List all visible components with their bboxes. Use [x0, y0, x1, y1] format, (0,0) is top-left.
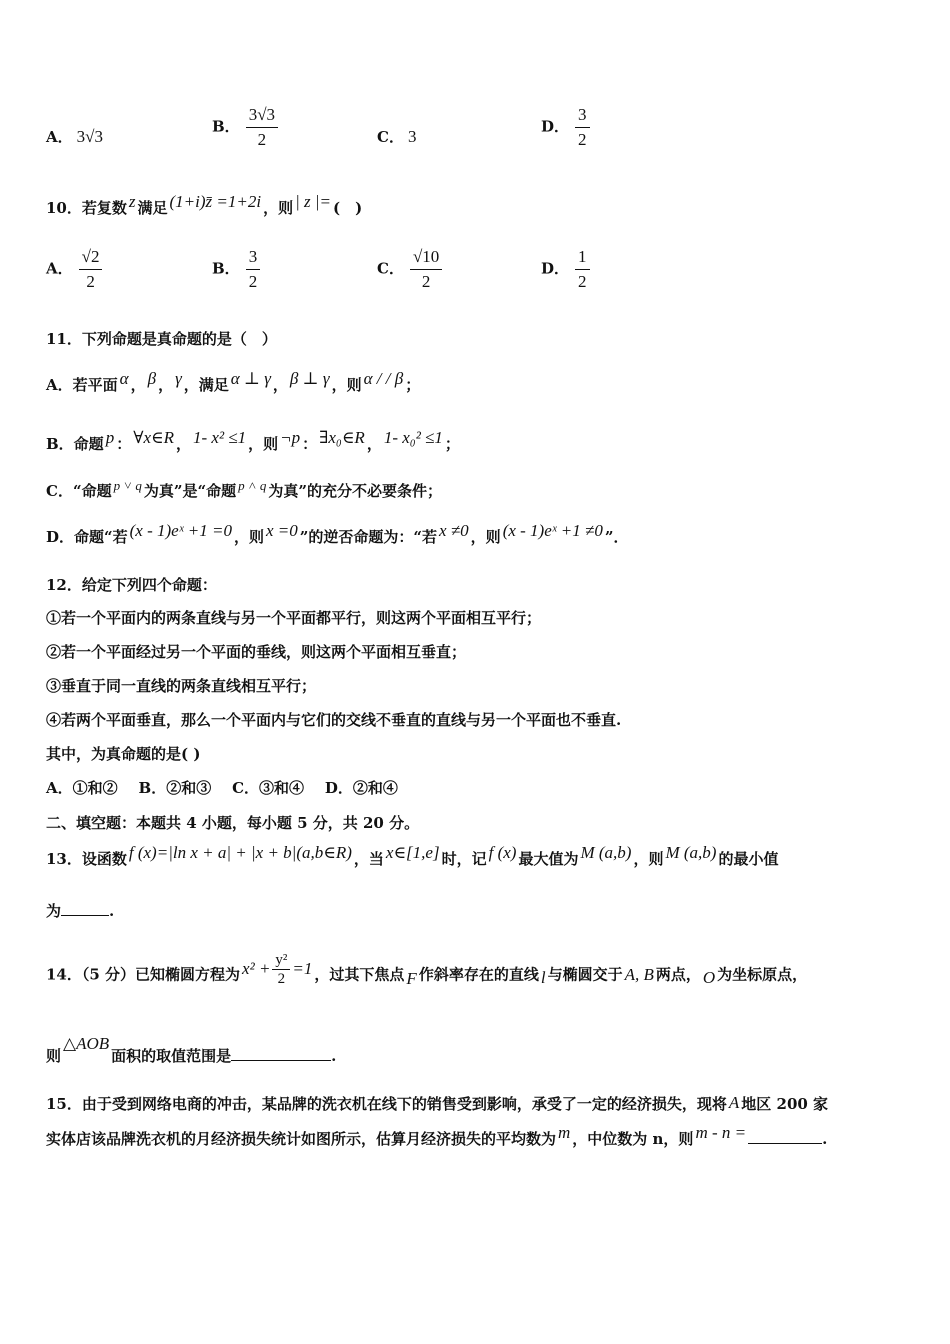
q14-t2: 作斜率存在的直线 [418, 965, 539, 984]
q13-t4: ，则 [633, 850, 664, 868]
q10-option-a-letter: A． [46, 259, 73, 278]
q10-option-c-letter: C． [377, 259, 404, 278]
q13-function: f (x)=|ln x + a| + |x + b|(a,b∈R) [128, 843, 352, 862]
q14-t3: 与椭圆交于 [547, 965, 623, 984]
q13-end: . [109, 902, 115, 920]
q14-AB: A, B [624, 964, 654, 984]
q11c-m2: p ˄ q [238, 478, 267, 493]
q13-line-2 [46, 900, 114, 922]
q13-t1: ，当 [353, 850, 384, 868]
q11a-t4: ， [272, 376, 288, 394]
q11b-m1: p [105, 428, 115, 447]
q11c-m1: p ˅ q [113, 478, 142, 493]
q15-t0: 15．由于受到网络电商的冲击，某品牌的洗衣机在线下的销售受到影响，承受了一定的经济损失，现将 [46, 1095, 727, 1113]
q11d-m4: (x - 1)eˣ +1 ≠0 [502, 521, 603, 540]
q14-t5: 为坐标原点， [717, 965, 808, 984]
q11d-t4: ”． [604, 528, 629, 546]
q15-line-2 [46, 1123, 828, 1150]
q9-option-a [46, 126, 103, 147]
q14-t4: 两点， [655, 965, 701, 984]
q10-option-b-letter: B． [212, 259, 240, 278]
q11a-m1: α [119, 369, 129, 388]
q10-option-d-den: 2 [578, 272, 587, 291]
q10-stem [46, 192, 363, 219]
q14-line-2 [46, 1034, 337, 1067]
q9-option-c-value: 3 [407, 127, 417, 146]
q15-stem [46, 1093, 828, 1115]
q13-mab-1: M (a,b) [580, 843, 632, 862]
q13-line2-text: 为 [46, 902, 62, 920]
q11c-t0: C．“命题 [46, 482, 112, 500]
q11b-m4: ¬p [280, 428, 301, 447]
q14-line2b: 面积的取值范围是 [111, 1047, 232, 1065]
q11d-m3: x ≠0 [439, 521, 469, 540]
q9-option-d-den: 2 [578, 130, 587, 149]
q10-option-c [377, 246, 442, 293]
q11b-t3: ，则 [248, 435, 279, 453]
q13-t0: 13．设函数 [46, 850, 127, 868]
q10-equation: (1+i)z̄ =1+2i [169, 192, 262, 211]
q14-frac-den: 2 [277, 971, 286, 987]
q10-text-2: ，则 [263, 199, 294, 217]
q11b-t0: B．命题 [46, 435, 104, 453]
q14-answer-blank[interactable] [231, 1046, 331, 1061]
q11d-t2: ”的逆否命题为：“若 [299, 528, 438, 546]
q10-text-1: 满足 [137, 199, 168, 217]
q9-option-b-num: 3√3 [246, 104, 278, 128]
q11b-t1: ： [116, 435, 132, 453]
q9-option-b-den: 2 [257, 130, 267, 149]
q15-A: A [728, 1093, 740, 1112]
q13-t3: 最大值为 [518, 850, 579, 868]
q13-t2: 时，记 [441, 850, 487, 868]
q9-option-b-fraction [246, 104, 278, 151]
q15-end: . [822, 1130, 828, 1148]
q13-stem [46, 843, 779, 870]
q11b-m5: ∃x₀∈R [319, 428, 365, 447]
q14-y2-fraction [272, 952, 290, 987]
q14-frac-num: y² [272, 952, 290, 970]
q11-option-a [46, 369, 421, 396]
q11b-m3: 1- x² ≤1 [193, 428, 247, 447]
q11c-t1: 为真”是“命题 [143, 482, 237, 500]
q10-option-b-den: 2 [248, 272, 258, 291]
q9-option-b [212, 104, 278, 151]
q11-stem: 11．下列命题是真命题的是（ ） [46, 330, 277, 348]
q10-var-z: z [128, 192, 136, 211]
q11a-t1: ， [130, 376, 146, 394]
q15-m: m [558, 1123, 571, 1142]
q10-option-c-num: √10 [410, 246, 442, 270]
q11b-m2: ∀x∈R [133, 428, 174, 447]
q10-option-a-num: √2 [79, 246, 103, 270]
q9-option-c [377, 126, 416, 147]
q13-answer-blank[interactable] [61, 901, 109, 916]
q11a-m6: α / / β [363, 369, 404, 388]
q10-abs-z: | z |= [295, 192, 332, 211]
q10-option-a-den: 2 [86, 272, 95, 291]
q10-option-b [212, 246, 260, 293]
q11c-t2: 为真”的充分不必要条件； [268, 482, 443, 500]
q14-stem [46, 952, 808, 993]
q11b-t6: ； [444, 435, 460, 453]
q14-F: F [406, 968, 417, 988]
q14-l: l [540, 967, 546, 987]
q15-t1: 地区 200 家 [741, 1095, 829, 1113]
q13-fx: f (x) [488, 843, 517, 862]
q14-line2a: 则 [46, 1047, 62, 1065]
q10-option-d [541, 246, 590, 293]
q12-item-2: ②若一个平面经过另一个平面的垂线，则这两个平面相互垂直； [46, 643, 467, 661]
q12-ask: 其中，为真命题的是( ) [46, 745, 201, 763]
q11-option-c [46, 480, 442, 503]
q9-option-d [541, 104, 590, 151]
q11d-t3: ，则 [470, 528, 501, 546]
q11b-t4: ： [302, 435, 318, 453]
q9-option-d-fraction [575, 104, 590, 151]
q15-l2b: ，中位数为 n，则 [572, 1130, 694, 1148]
q15-m-minus-n: m - n = [695, 1123, 747, 1142]
q10-option-c-den: 2 [421, 272, 431, 291]
q11-option-b [46, 428, 460, 455]
q10-option-a-fraction [79, 246, 103, 293]
q11a-m2: β [147, 369, 157, 388]
q11a-t2: ， [158, 376, 174, 394]
q10-option-b-num: 3 [246, 246, 261, 270]
q9-option-a-value: 3√3 [76, 127, 103, 146]
q11b-t2: ， [175, 435, 191, 453]
q10-option-d-num: 1 [575, 246, 590, 270]
q11b-m6: 1- x₀² ≤1 [383, 428, 443, 447]
q9-option-b-letter: B． [212, 117, 240, 136]
q14-eq1: =1 [292, 958, 313, 978]
q9-option-d-num: 3 [575, 104, 590, 128]
q9-option-a-letter: A． [46, 128, 73, 146]
q11a-m5: β ⊥ γ [289, 369, 330, 388]
q11a-t6: ； [405, 376, 421, 394]
q14-x2: x² + [242, 958, 271, 978]
q12-item-4: ④若两个平面垂直，那么一个平面内与它们的交线不垂直的直线与另一个平面也不垂直. [46, 711, 622, 729]
q10-option-d-letter: D． [541, 259, 570, 278]
q11d-m2: x =0 [265, 521, 298, 540]
q15-l2a: 实体店该品牌洗衣机的月经济损失统计如图所示，估算月经济损失的平均数为 [46, 1130, 557, 1148]
q14-t0: 14．（5 分）已知椭圆方程为 [46, 965, 241, 984]
q10-option-c-fraction [410, 246, 442, 293]
q14-triangle: △AOB [63, 1034, 110, 1053]
q11d-t0: D．命题“若 [46, 528, 128, 546]
q12-item-3: ③垂直于同一直线的两条直线相互平行； [46, 677, 317, 695]
q11a-m3: γ [175, 369, 182, 388]
q10-prefix: 10．若复数 [46, 199, 127, 217]
q10-option-d-fraction [575, 246, 590, 293]
q14-end: . [331, 1047, 337, 1065]
q10-option-b-fraction [246, 246, 261, 293]
q12-item-1: ①若一个平面内的两条直线与另一个平面都平行，则这两个平面相互平行； [46, 609, 542, 627]
q11a-m4: α ⊥ γ [230, 369, 271, 388]
q10-option-a [46, 246, 102, 293]
q11-option-d [46, 521, 629, 548]
q10-paren: ( ) [333, 199, 363, 217]
q9-option-d-letter: D． [541, 117, 570, 136]
q11a-t3: ，满足 [183, 376, 229, 394]
q11a-t5: ，则 [331, 376, 362, 394]
q13-t5: 的最小值 [718, 850, 779, 868]
q14-O: O [702, 967, 716, 987]
q11b-t5: ， [366, 435, 382, 453]
section-2-heading: 二、填空题：本题共 4 小题，每小题 5 分，共 20 分。 [46, 814, 420, 832]
q9-option-c-letter: C． [377, 128, 404, 146]
q13-domain: x∈[1,e] [385, 843, 440, 862]
q12-options: A．①和② B．②和③ C．③和④ D．②和④ [46, 779, 398, 797]
q14-t1: ，过其下焦点 [314, 965, 405, 984]
q11a-t0: A．若平面 [46, 376, 118, 394]
q12-stem: 12．给定下列四个命题： [46, 576, 217, 594]
q15-answer-blank[interactable] [748, 1129, 822, 1144]
q11d-t1: ，则 [233, 528, 264, 546]
q13-mab-2: M (a,b) [665, 843, 717, 862]
q11d-m1: (x - 1)eˣ +1 =0 [129, 521, 232, 540]
